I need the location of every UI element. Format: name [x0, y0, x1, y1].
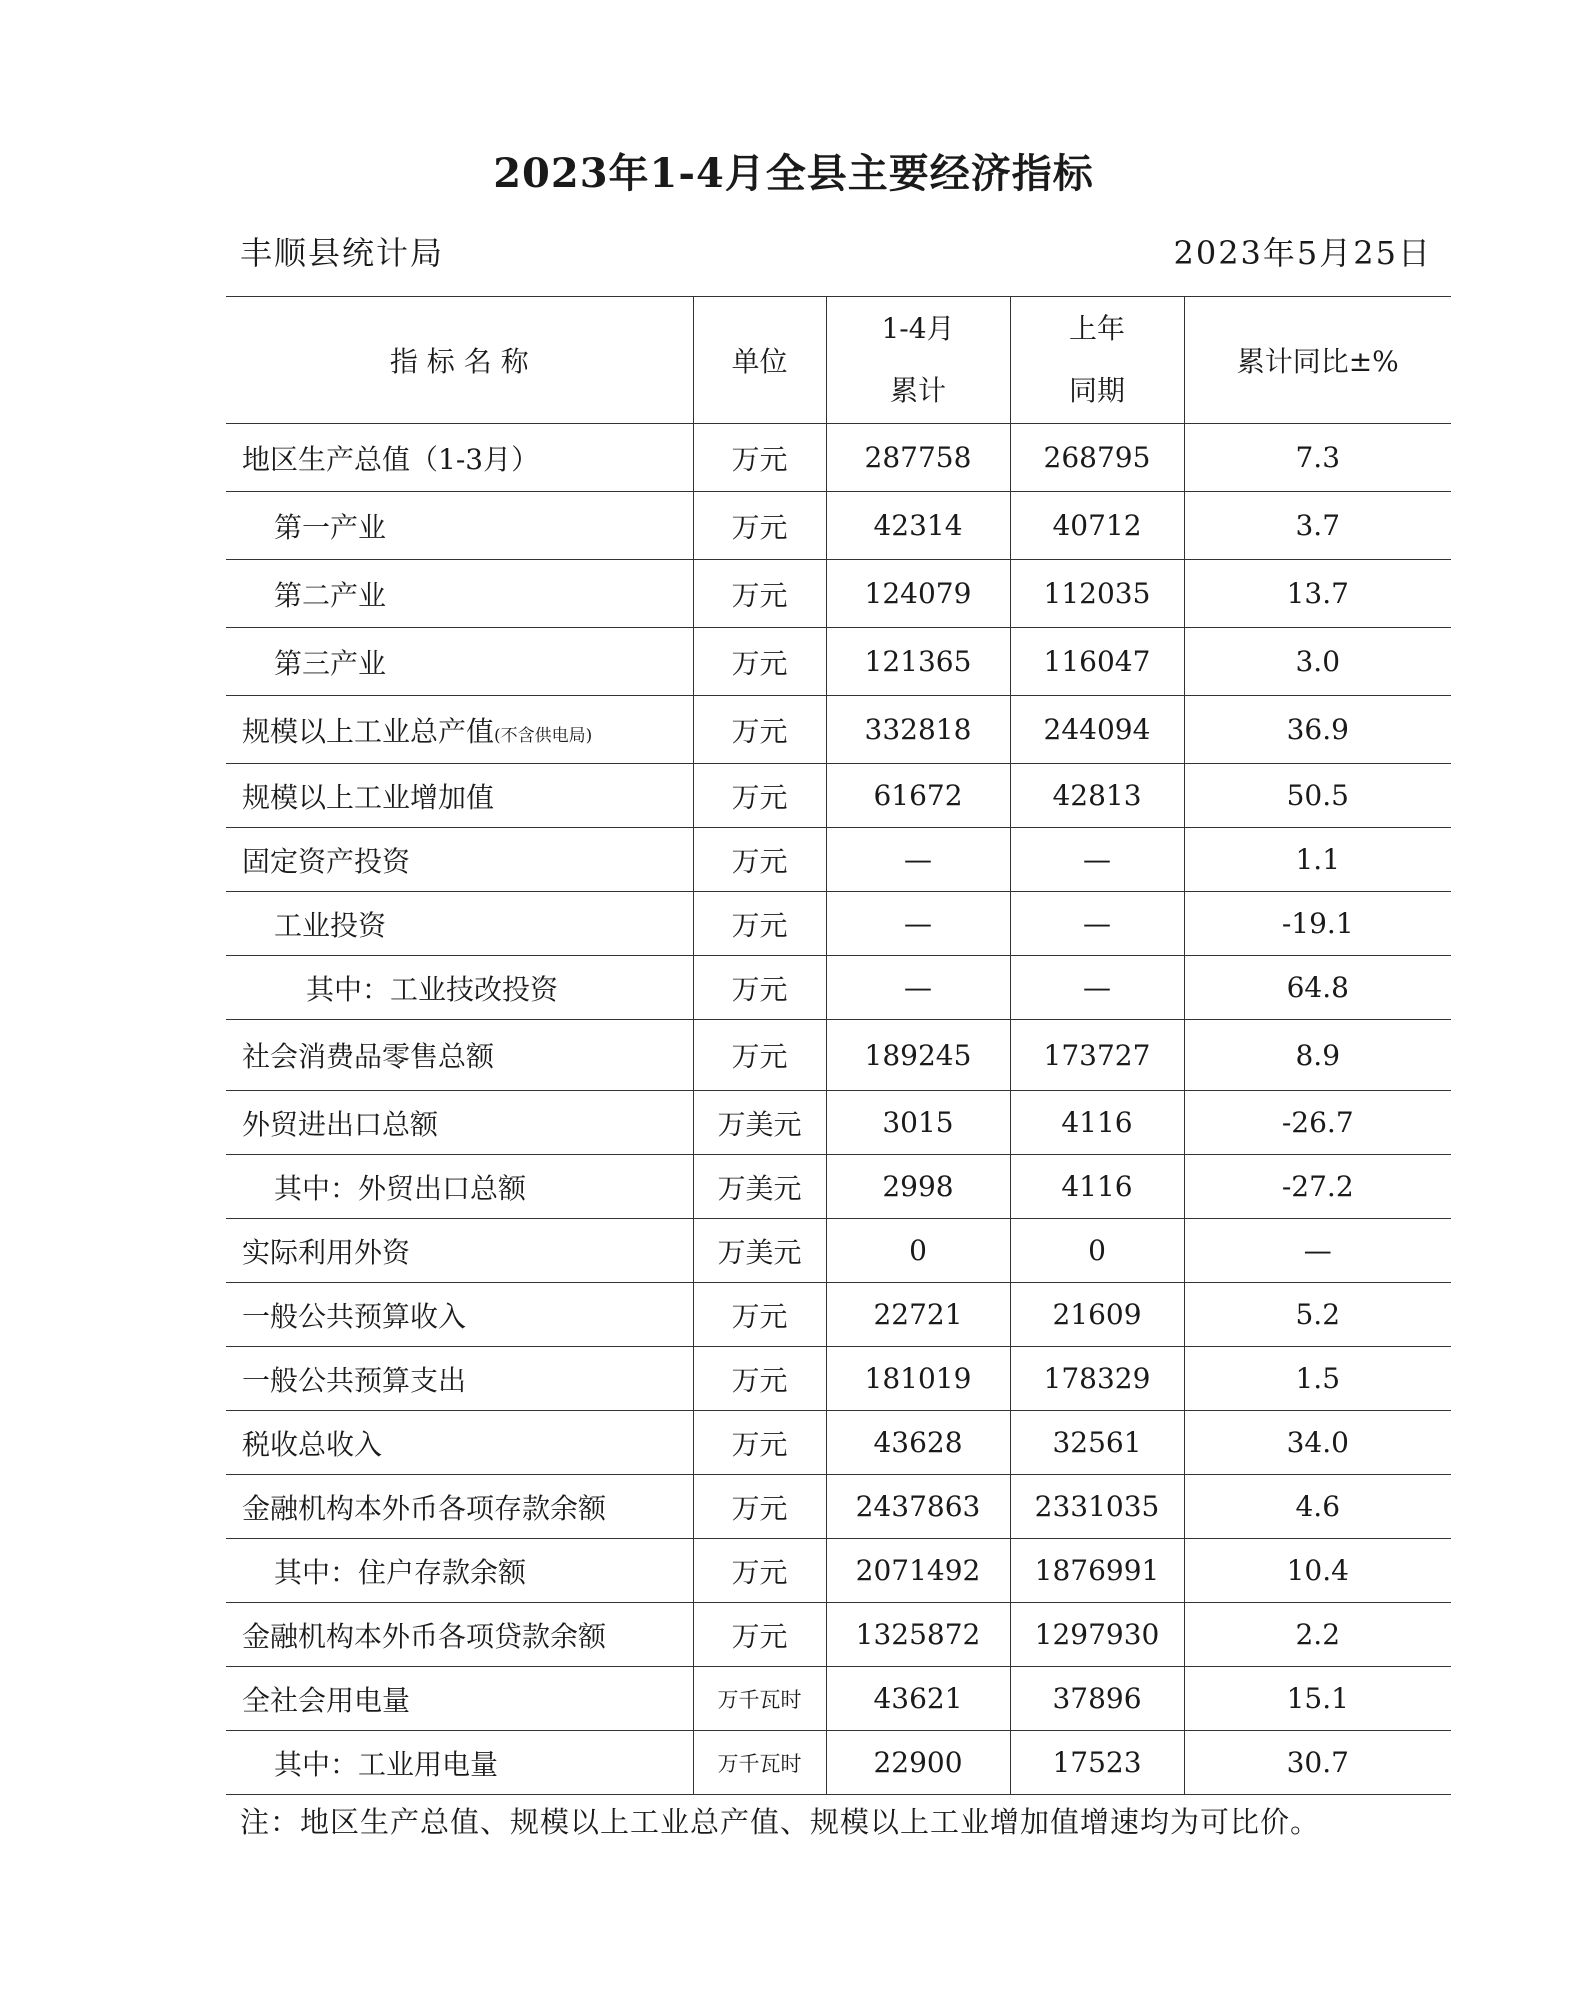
indicator-name — [226, 628, 693, 696]
current-cumulative-value: 287758 — [826, 424, 1010, 492]
previous-period-value: — — [1010, 956, 1184, 1020]
yoy-change-value: 13.7 — [1184, 560, 1451, 628]
current-cumulative-value: 3015 — [826, 1091, 1010, 1155]
indicator-name-text: 其中：外贸出口总额 — [274, 1171, 527, 1205]
indicator-name-text: 其中：住户存款余额 — [274, 1555, 527, 1589]
yoy-change-value: 4.6 — [1184, 1475, 1451, 1539]
table-row — [226, 1283, 1451, 1347]
previous-period-value: 178329 — [1010, 1347, 1184, 1411]
indicator-unit: 万元 — [693, 1539, 826, 1603]
indicator-name-text: 规模以上工业增加值 — [242, 780, 495, 814]
previous-period-value: 37896 — [1010, 1667, 1184, 1731]
previous-period-value: 21609 — [1010, 1283, 1184, 1347]
current-cumulative-value: 0 — [826, 1219, 1010, 1283]
table-row — [226, 1603, 1451, 1667]
current-cumulative-value: 22721 — [826, 1283, 1010, 1347]
previous-period-value: — — [1010, 828, 1184, 892]
indicator-name-text: 金融机构本外币各项贷款余额 — [242, 1619, 607, 1653]
current-cumulative-value: 43621 — [826, 1667, 1010, 1731]
yoy-change-value: -26.7 — [1184, 1091, 1451, 1155]
header-current-line1: 1-4月 — [881, 312, 955, 345]
previous-period-value: 0 — [1010, 1219, 1184, 1283]
header-unit: 单位 — [693, 297, 826, 424]
table-row — [226, 696, 1451, 764]
header-indicator-name: 指 标 名 称 — [226, 297, 693, 424]
previous-period-value: 4116 — [1010, 1091, 1184, 1155]
table-row — [226, 1667, 1451, 1731]
current-cumulative-value: 1325872 — [826, 1603, 1010, 1667]
current-cumulative-value: 42314 — [826, 492, 1010, 560]
indicator-name-text: 其中：工业技改投资 — [306, 972, 559, 1006]
document-meta — [240, 228, 1432, 272]
issuing-organization: 丰顺县统计局 — [240, 234, 445, 272]
previous-period-value: 4116 — [1010, 1155, 1184, 1219]
indicator-name — [226, 1155, 693, 1219]
yoy-change-value: 3.0 — [1184, 628, 1451, 696]
current-cumulative-value: 189245 — [826, 1020, 1010, 1091]
indicator-name — [226, 1219, 693, 1283]
current-cumulative-value: 124079 — [826, 560, 1010, 628]
current-cumulative-value: 61672 — [826, 764, 1010, 828]
current-cumulative-value: 332818 — [826, 696, 1010, 764]
indicator-name-text: 一般公共预算支出 — [242, 1363, 467, 1397]
table-row — [226, 1020, 1451, 1091]
indicator-unit: 万元 — [693, 892, 826, 956]
indicator-name-text: 外贸进出口总额 — [242, 1107, 439, 1141]
current-cumulative-value: — — [826, 956, 1010, 1020]
indicator-name — [226, 1667, 693, 1731]
indicator-unit: 万美元 — [693, 1155, 826, 1219]
table-row — [226, 1347, 1451, 1411]
current-cumulative-value: 2071492 — [826, 1539, 1010, 1603]
indicator-unit: 万元 — [693, 1347, 826, 1411]
issue-date: 2023年5月25日 — [1173, 234, 1432, 272]
indicator-unit: 万千瓦时 — [693, 1667, 826, 1731]
yoy-change-value: 64.8 — [1184, 956, 1451, 1020]
yoy-change-value: -27.2 — [1184, 1155, 1451, 1219]
indicator-name-text: 地区生产总值（1-3月） — [242, 442, 540, 476]
previous-period-value: — — [1010, 892, 1184, 956]
indicator-name-text: 全社会用电量 — [242, 1683, 411, 1717]
current-cumulative-value: 43628 — [826, 1411, 1010, 1475]
current-cumulative-value: 2998 — [826, 1155, 1010, 1219]
table-row — [226, 1411, 1451, 1475]
indicator-unit: 万元 — [693, 424, 826, 492]
table-row — [226, 1219, 1451, 1283]
table-row — [226, 956, 1451, 1020]
indicator-name — [226, 1475, 693, 1539]
table-body — [226, 424, 1451, 1795]
indicator-name — [226, 1020, 693, 1091]
table-row — [226, 1539, 1451, 1603]
footnote: 注：地区生产总值、规模以上工业总产值、规模以上工业增加值增速均为可比价。 — [240, 1805, 1321, 1839]
yoy-change-value: 3.7 — [1184, 492, 1451, 560]
indicator-name — [226, 696, 693, 764]
table-row — [226, 424, 1451, 492]
previous-period-value: 1297930 — [1010, 1603, 1184, 1667]
indicator-unit: 万元 — [693, 1475, 826, 1539]
indicator-name — [226, 424, 693, 492]
indicator-name — [226, 1283, 693, 1347]
indicator-name — [226, 1731, 693, 1795]
indicator-unit: 万美元 — [693, 1091, 826, 1155]
indicator-name — [226, 1539, 693, 1603]
indicator-name — [226, 764, 693, 828]
yoy-change-value: 36.9 — [1184, 696, 1451, 764]
yoy-change-value: 1.1 — [1184, 828, 1451, 892]
header-previous-line2: 同期 — [1068, 374, 1125, 407]
previous-period-value: 42813 — [1010, 764, 1184, 828]
previous-period-value: 40712 — [1010, 492, 1184, 560]
indicator-unit: 万美元 — [693, 1219, 826, 1283]
yoy-change-value: 50.5 — [1184, 764, 1451, 828]
indicator-unit: 万元 — [693, 1283, 826, 1347]
yoy-change-value: 34.0 — [1184, 1411, 1451, 1475]
indicator-name — [226, 956, 693, 1020]
current-cumulative-value: — — [826, 892, 1010, 956]
indicator-name — [226, 560, 693, 628]
table-row — [226, 892, 1451, 956]
header-yoy-change: 累计同比±% — [1184, 297, 1451, 424]
yoy-change-value: 30.7 — [1184, 1731, 1451, 1795]
table-row — [226, 1731, 1451, 1795]
current-cumulative-value: 2437863 — [826, 1475, 1010, 1539]
economic-indicators-table — [226, 296, 1451, 1795]
indicator-unit: 万元 — [693, 560, 826, 628]
previous-period-value: 1876991 — [1010, 1539, 1184, 1603]
header-previous-line1: 上年 — [1068, 312, 1125, 345]
indicator-name — [226, 1347, 693, 1411]
header-previous-period — [1010, 297, 1184, 424]
page-title: 2023年1-4月全县主要经济指标 — [493, 150, 1094, 197]
indicator-name — [226, 492, 693, 560]
yoy-change-value: — — [1184, 1219, 1451, 1283]
yoy-change-value: 5.2 — [1184, 1283, 1451, 1347]
current-cumulative-value: 22900 — [826, 1731, 1010, 1795]
indicator-name-text: 社会消费品零售总额 — [242, 1040, 495, 1073]
table-row — [226, 492, 1451, 560]
indicator-name-text: 一般公共预算收入 — [242, 1299, 467, 1333]
indicator-unit: 万元 — [693, 1603, 826, 1667]
indicator-name-text: 金融机构本外币各项存款余额 — [242, 1491, 607, 1525]
yoy-change-value: -19.1 — [1184, 892, 1451, 956]
indicator-name — [226, 1411, 693, 1475]
previous-period-value: 32561 — [1010, 1411, 1184, 1475]
table-row — [226, 1475, 1451, 1539]
previous-period-value: 2331035 — [1010, 1475, 1184, 1539]
indicator-name-text: 第三产业 — [274, 646, 387, 680]
indicator-name — [226, 1603, 693, 1667]
indicator-unit: 万元 — [693, 1020, 826, 1091]
indicator-name-text: 其中：工业用电量 — [274, 1747, 499, 1781]
indicator-name — [226, 892, 693, 956]
table-row — [226, 628, 1451, 696]
previous-period-value: 173727 — [1010, 1020, 1184, 1091]
indicator-name-text: 第二产业 — [274, 578, 387, 612]
indicator-unit: 万元 — [693, 956, 826, 1020]
indicator-unit: 万元 — [693, 764, 826, 828]
indicator-name-text: 实际利用外资 — [242, 1235, 411, 1269]
previous-period-value: 17523 — [1010, 1731, 1184, 1795]
yoy-change-value: 2.2 — [1184, 1603, 1451, 1667]
indicator-unit: 万元 — [693, 628, 826, 696]
table-row — [226, 764, 1451, 828]
yoy-change-value: 1.5 — [1184, 1347, 1451, 1411]
indicator-unit: 万元 — [693, 1411, 826, 1475]
indicator-name-text: 规模以上工业总产值 — [242, 714, 495, 748]
table-row — [226, 560, 1451, 628]
table-row — [226, 828, 1451, 892]
yoy-change-value: 10.4 — [1184, 1539, 1451, 1603]
previous-period-value: 112035 — [1010, 560, 1184, 628]
yoy-change-value: 15.1 — [1184, 1667, 1451, 1731]
indicator-name-text: 第一产业 — [274, 510, 387, 544]
previous-period-value: 116047 — [1010, 628, 1184, 696]
header-current-line2: 累计 — [889, 374, 946, 407]
indicator-name — [226, 1091, 693, 1155]
previous-period-value: 268795 — [1010, 424, 1184, 492]
table-row — [226, 1155, 1451, 1219]
yoy-change-value: 7.3 — [1184, 424, 1451, 492]
current-cumulative-value: — — [826, 828, 1010, 892]
current-cumulative-value: 121365 — [826, 628, 1010, 696]
indicator-unit: 万元 — [693, 492, 826, 560]
indicator-name-note: (不含供电局) — [494, 725, 593, 746]
previous-period-value: 244094 — [1010, 696, 1184, 764]
current-cumulative-value: 181019 — [826, 1347, 1010, 1411]
indicator-name-text: 工业投资 — [274, 908, 387, 942]
yoy-change-value: 8.9 — [1184, 1020, 1451, 1091]
indicator-name-text: 固定资产投资 — [242, 844, 411, 878]
indicator-unit: 万元 — [693, 696, 826, 764]
table-row — [226, 1091, 1451, 1155]
indicator-unit: 万千瓦时 — [693, 1731, 826, 1795]
header-current-cumulative — [826, 297, 1010, 424]
indicator-unit: 万元 — [693, 828, 826, 892]
indicator-name-text: 税收总收入 — [242, 1427, 383, 1461]
indicator-name — [226, 828, 693, 892]
table-header-row — [226, 297, 1451, 424]
